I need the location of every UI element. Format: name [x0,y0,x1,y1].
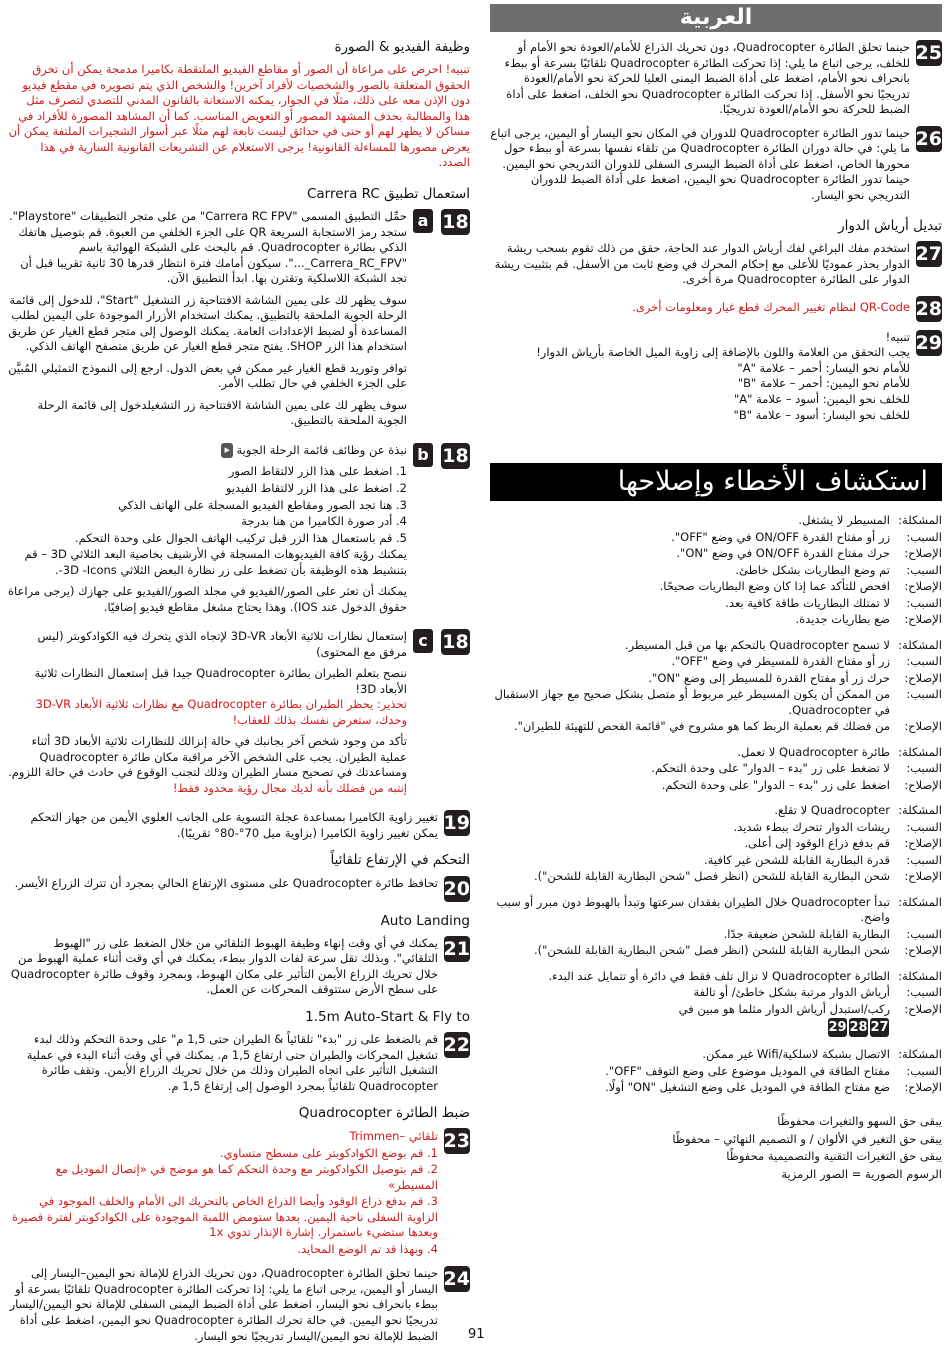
trouble-label: السبب: [906,687,942,702]
auto-start-heading: 1.5m Auto-Start & Fly to [305,1008,470,1025]
step-21-text: يمكنك في أي وقت إنهاء وظيفة الهبوط التلقائي من خلال الضغط على زر "الهبوط التلقائي". وبذلك تقل سرعة لفات الدوار ببطء، يمكنك في أي وقت أثناء عملية الهبوط من خلال تحريك الزراع الأيمن التأثير على مكان الهبوط، وبمجرد وقوف طائرة Quadrocopter على سطح الأرض ستتوقف المحركات عن العمل. [10,935,438,997]
trouble-value: أرياش الدوار مرتبة بشكل خاطئ/ أو تالفة [693,985,890,1000]
reference-badges [490,1018,890,1037]
trouble-entry [490,1047,942,1096]
trouble-label: الإصلاح: [904,1001,942,1016]
trouble-label: السبب: [906,819,942,834]
trouble-label: الإصلاح: [904,869,942,884]
step-28-text: QR-Code لنظام تغيير المحرك قطع غيار ومعلومات أخرى. [632,299,910,314]
trouble-entry [490,803,942,885]
step-18b-body [8,443,407,621]
step-badge: 26 [915,127,942,150]
step-18c-text-1: إستعمال نظارات ثلاثية الأبعاد 3D-VR لإتجاه الذي يتحرك فيه الكوادكوبتر (ليس مرفق مع المحتوى) [37,629,407,659]
step-18b-list [8,464,407,546]
step-badge: 27 [915,243,942,266]
step-18a-body [8,209,407,435]
trouble-entry [490,745,942,794]
step-badge: 24 [443,1268,470,1291]
trouble-row [490,579,942,595]
list-item: 3. هنا تجد الصور ومقاطع الفيديو المسجلة على الهاتف الذكي [118,497,407,512]
trouble-value: طائرة Quadrocopter لا تعمل. [737,744,890,759]
trouble-entry [490,513,942,628]
trouble-row [490,596,942,612]
rotor-section-heading: تبديل أرياش الدوار [838,218,942,235]
step-24-text: حينما تحلق الطائرة Quadrocopter، دون تحريك الذراع للإمالة نحو اليمين–اليسار إلى اليسار أو اليمين، يرجى اتباع ما يلي: إذا تحركت الطائرة Quadrocopter تلقائيًا بسرعة أو ببطء بانحراف نحو اليسار، اضغط على أداة الضبط اليمنى السفلى للإمالة نحو اليمين/اليسار تدريجيًا نحو اليمين. في حالة تحرك الطائرة Quadrocopter نحو اليمين، اضغط على أداة الضبط للإمالة نحو اليمين/اليسار تدريجيًا نحو اليسار. [9,1266,438,1343]
trouble-entry [490,638,942,735]
step-20 [8,876,470,902]
trouble-value: لا تمتلك البطاريات طاقة كافية بعد. [725,595,890,610]
trouble-label: الإصلاح: [904,719,942,734]
trouble-row [490,761,942,777]
trouble-row [490,530,942,546]
trouble-value: ريشات الدوار تتحرك ببطء شديد. [733,819,890,834]
trouble-label: الإصلاح: [904,836,942,851]
trouble-row [490,612,942,628]
step-27-text: استخدم مفك البراغي لفك أرياش الدوار عند الحاجة، حقق من ذلك تقوم بسحب ريشة الدوار بحذر عموديًا للأعلى مع إحكام المحرك في وضع ثابت من الأسفل. قم بتثبيت ريشة الدوار على الطائرة Quadrocopter مرة أخرى. [494,241,910,287]
step-18c-warning-2: إنتبه من فضلك بأنه لديك مجال رؤية محدود فقط! [172,780,407,795]
step-badge: 21 [443,937,470,960]
step-reference-badge: 29 [828,1020,847,1036]
step-18a-text-3: توافر وتوريد قطع الغيار غير ممكن في بعض الدول. ارجع إلى النموذج التمثيلي المُبيَّن على الجزء الخلفي في حال تطلب الأمر. [8,360,407,391]
trouble-row [490,869,942,885]
step-badge: 18 [442,631,469,654]
trouble-label: المشكلة: [898,513,942,528]
step-27 [490,241,942,288]
trouble-value: قم بدفع ذراع الوقود إلى أعلى. [744,836,890,851]
rotor-marking-line: للخلف نحو اليسار: أسود – علامة "B" [733,407,910,422]
trouble-label: الإصلاح: [904,612,942,627]
troubleshooting-banner: استكشاف الأخطاء وإصلاحها [490,463,942,501]
trouble-row [490,778,942,794]
step-18c-body [8,629,407,802]
step-29 [490,330,942,423]
trouble-row [490,836,942,852]
trouble-label: السبب: [906,562,942,577]
trouble-label: المشكلة: [898,894,942,909]
list-item: 1. قم بوضع الكوادكوبتر على مسطح متساوي. [220,1145,438,1160]
auto-landing-heading: Auto Landing [380,912,470,929]
trouble-row [490,895,942,926]
video-warning: تنبيه! احرص على مراعاة أن الصور أو مقاطع الفيديو الملتقطة بكاميرا مدمجة يمكن أن تخرق الحقوق المتعلقة بالصور والشخصيات لأفراد آخرين! والشخص الذي يتم تصويره في مقطع فيديو دون الإذن معه على ذلك، مثلًا في الجوار، يمكنه الاستعانة بالقانون المدني للتصدي لتصرف مثل هذا والمطالبة بحذف المشهد المصور أو التعويض المناسب. كما أن المشاهد المصورة للأفراد في مساكن لا يظهر لهم أو حتى في حدائق ليست تابعة لهم مثلًا عبر أسوار الشجيرات الملتفة يمكن أن يعرض مصورها للمساءلة القانونية! يرجى الاستعلام عن التشريعات القانونية السارية في هذا الصدد. [8,62,470,170]
step-29-body [490,330,910,423]
trouble-row [490,853,942,869]
list-item: 4. وبهذا قد تم الوضع المحايد. [297,1241,438,1256]
trouble-value: تبدأ Quadrocopter خلال الطيران بفقدان سرعتها وتبدأ بالهبوط دون مبرر أو سبب واضح. [496,894,890,925]
step-badge: 18 [442,211,469,234]
trouble-row [490,803,942,819]
step-badge: 23 [443,1130,470,1153]
step-22-text: قم بالضغط على زر "بدء" تلقائياً & الطيران حتى 1,5 م" على وحدة التحكم وذلك لبدء تشغيل المحركات والطيران حتى ارتفاع 1,5 م. يمكنك في أي وقت أثناء البدء في عملية التشغيل التأثير على اتجاه الطيران وذلك من خلال تحريك الزراع الأيمن. وتقف طائرة Quadrocopter تلقائياً بمجرد الوصول إلى إرتفاع 1,5 م. [26,1032,438,1093]
step-18c [8,629,470,802]
step-23 [8,1128,470,1258]
step-badge: 22 [443,1034,470,1057]
trouble-label: المشكلة: [898,968,942,983]
footer-note-line: يبقى حق السهو والتغيرات محفوظًا [777,1114,942,1128]
trouble-value: لا تسمح Quadrocopter بالتحكم بها من قبل المسيطر. [624,637,890,652]
trouble-label: الإصلاح: [904,670,942,685]
left-column [8,0,470,1352]
step-18a-text-2: سوف يظهر لك على يمين الشاشة الافتتاحية زر التشغيل "Start"، للدخول إلى قائمة الرحلة الجوية الملحقة بالتطبيق. يمكنك استخدام الأزرار الموجودة على اليمين لطلب المساعدة أو لضبط الإعدادات العامة. يمكنك الوصول إلى متجر قطع الغيار عن طريق استخدام هذا الزر SHOP. يفتح متجر قطع الغيار عن طريق متصفح الهاتف الذكي. [8,292,407,354]
step-18c-text-2: ننصح بتعلم الطيران بطائرة Quadrocopter جيدا قبل إستعمال النظارات ثلاثية الأبعاد 3D! [34,666,407,696]
trouble-value: من فضلك قم بعملية الربط كما هو مشروح في "قائمة الفحص للتهيئة للطيران". [513,719,890,734]
step-19 [8,810,470,841]
trouble-row [490,820,942,836]
trouble-value: تم وضع البطاريات بشكل خاطئ. [735,562,890,577]
list-item: 3. قم بدفع ذراع الوقود وأيضا الذراع الخاص بالتحريك الى الأمام والخلف الموجود في الزاوية السفلى ناحية اليمين. بعدها ستومض اللمبة الموجودة على الكوادكوبتر لفترة قصيرة وبعدها ستضيء باستمرار. إشارة الإنذار تدوي 1x [11,1194,438,1240]
step-29-title: تنبيه! [885,329,910,344]
trouble-row [490,927,942,943]
trouble-label: السبب: [906,852,942,867]
step-18c-text-3: تأكد من وجود شخص آخر بجانبك في حالة إنزالك للنظارات ثلاثية الأبعاد 3D أثناء عملية الطيران. يجب على الشخص الآخر مراقبة مكان طائرة Quadrocopter ومساعدتك في تصحيح مسار الطيران وذلك لتجنب الوقوع في حادث في حالة اللزوم. [8,734,407,780]
trouble-row [490,546,942,562]
sub-step-badge: a [413,209,433,233]
trouble-value: حرك زر أو مفتاح القدرة للمسيطر إلى وضع "ON". [648,670,890,685]
trouble-label: السبب: [906,926,942,941]
troubleshooting-list [490,513,942,1096]
step-badge: 19 [443,812,470,835]
step-reference-badge: 27 [870,1020,889,1036]
list-item: 5. قم باستعمال هذا الزر قبل تركيب الهاتف الجوال على وحدة التحكم. [74,530,407,545]
trouble-row [490,638,942,654]
step-18b-title: نبذة عن وظائف قائمة الرحلة الجوية ▶ [8,443,407,459]
trouble-row [490,513,942,529]
trouble-label: المشكلة: [898,803,942,818]
trouble-label: المشكلة: [898,744,942,759]
footer-note-line: يبقى حق التغيرات التقنية والتصميمية محفوظًا [726,1149,942,1164]
step-badge: 29 [915,331,942,354]
trouble-label: السبب: [906,985,942,1000]
trouble-value: لا تضغط على زر "بدء – الدوار" على وحدة التحكم. [651,761,890,776]
step-18c-warning: تحذير: يحظر الطيران بطائرة Quadrocopter مع نظارات ثلاثية الأبعاد 3D-VR وحدك، ستعرض نفسك بذلك للعقاب! [35,697,407,727]
video-section-heading: وظيفة الفيديو & الصورة [334,39,470,55]
list-item: 2. قم بتوصيل الكوادكوبتر مع وحدة التحكم كما هو موضح في «إتصال الموديل مع المسيطر» [55,1162,438,1192]
app-section-heading: استعمال تطبيق Carrera RC [306,185,470,202]
step-28 [490,296,942,322]
language-banner: العربية [490,4,942,32]
trouble-label: الإصلاح: [904,546,942,561]
step-26 [490,126,942,204]
step-reference-badge: 28 [849,1020,868,1036]
trouble-value: شحن البطارية القابلة للشحن (انظر فصل "شحن البطارية القابلة للشحن"). [533,943,890,958]
step-badge: 20 [443,877,470,900]
trouble-value: حرك مفتاح القدرة ON/OFF في وضع "ON". [676,546,890,561]
step-24 [8,1266,470,1344]
step-19-text: تغيير زاوية الكاميرا بمساعدة عجلة التسوية على الجانب العلوي الأيمن من جهاز التحكم يمكن تغيير زاوية الكاميرا (بزاوية ميل 70°-80° تقريبًا). [30,810,438,840]
step-23-body [8,1128,438,1258]
trouble-row [490,985,942,1001]
trouble-value: البطارية القابلة للشحن ضعيفة جدًا. [723,926,890,941]
step-badge: 28 [915,297,942,320]
trouble-row [490,969,942,985]
trouble-row [490,654,942,670]
footer-notes [490,1114,942,1182]
rotor-marking-line: للأمام نحو اليمين: أحمر – علامة "B" [737,376,910,391]
sub-step-badge: b [413,443,433,467]
trouble-value: زر أو مفتاح القدرة للمسيطر في وضع "OFF". [671,654,890,669]
trouble-row [490,563,942,579]
trouble-value: اضغط على زر "بدء – الدوار" على وحدة التحكم. [661,777,890,792]
sub-step-badge: c [413,629,433,653]
trouble-label: الإصلاح: [904,1080,942,1095]
trouble-row [490,687,942,718]
trouble-value: من الممكن أن يكون المسيطر غير مربوط أو متصل بشكل صحيح مع جهاز الاستقبال في Quadrocopter. [494,687,890,717]
step-18a-text-1: حمِّل التطبيق المسمى "Carrera RC FPV" من على متجر التطبيقات "Playstore". ستجد رمز الاستجابة السريعة QR على الجزء الخلفي من العبوة. قم بتوصيل هاتفك الذكي بطائرة Quadrocopter. قم بالبحث على الشبكة الهوائية باسم "Carrera_RC_FPV_...". سيكون أمامك فترة انتظار قدرها 30 ثانية تقريبا قبل أن تجد الشبكة اللاسلكية وتقترن بها. ابدأ التطبيق الآن. [9,209,407,286]
trouble-entry [490,895,942,959]
rotor-marking-line: للخلف نحو اليمين: أسود – علامة "A" [733,391,910,406]
trouble-label: السبب: [906,654,942,669]
trouble-row [490,943,942,959]
trouble-value: افحص للتأكد عما إذا كان وضع البطاريات صحيحًا. [659,579,890,594]
step-23-title: تلقائي –Trimmen [349,1129,438,1144]
trouble-row [490,1047,942,1063]
trouble-label: الإصلاح: [904,777,942,792]
trouble-value: شحن البطارية القابلة للشحن (انظر فصل "شحن البطارية القابلة للشحن"). [533,869,890,884]
trouble-label: السبب: [906,595,942,610]
trouble-label: المشكلة: [898,1047,942,1062]
trouble-label: الإصلاح: [904,943,942,958]
trouble-label: السبب: [906,529,942,544]
trouble-value: المسيطر لا يشتغل. [798,513,890,528]
step-18a-text-4: سوف يظهر لك على يمين الشاشة الافتتاحية زر التشغيلدخول إلى قائمة الرحلة الجوية الملحقة بالتطبيق. [37,397,407,428]
list-item: 2. اضغط على هذا الزر لالتقاط الفيديو [225,481,407,495]
trouble-row [490,745,942,761]
trouble-row [490,671,942,687]
trouble-value: قدرة البطارية القابلة للشحن غير كافية. [704,852,890,867]
trim-section-heading: ضبط الطائرة Quadrocopter [298,1105,470,1122]
trouble-row [490,1002,942,1018]
trouble-row [490,1064,942,1080]
step-18b-text-2: يمكنك أن تعثر على الصور/الفيديو في مجلد الصور/الفيديو على جهازك (يرجى مراعاة حقوق الدخول عند IOS). وهذا يحتاج مشغل مقاطع فيديو إضافيًا. [8,584,407,614]
trouble-row [490,1080,942,1096]
trouble-value: مفتاح الطاقة في الموديل موضوع على وضع التوقف "OFF". [605,1063,890,1078]
trouble-row [490,719,942,735]
trouble-label: الإصلاح: [904,579,942,594]
footer-note-line: يبقى حق التغير في الألوان / و التصميم النهائي – محفوظًا [672,1131,942,1146]
step-21 [8,936,470,998]
trouble-value: الاتصال بشبكة لاسلكية/Wifi غير ممكن. [702,1047,890,1062]
step-25-text: حينما تحلق الطائرة Quadrocopter، دون تحريك الذراع للأمام/العودة نحو الأمام أو للخلف، يرجى اتباع ما يلي: إذا تحركت الطائرة Quadrocopter تلقائيًا بسرعة أو ببطء بانحراف نحو الأمام، اضغط على أداة الضبط اليمنى العليا للحركة نحو الأمام/العودة تدريجيًا نحو الأسفل. إذا تحركت الطائرة Quadrocopter نحو الخلف، اضغط على أداة الضبط للحركة نحو الأمام/العودة تدريجيًا. [504,40,910,117]
step-badge: 18 [442,444,469,467]
step-29-intro: يجب التحقق من العلامة واللون بالإضافة إلى زاوية الميل الخاصة بأرياش الدوار! [536,345,910,360]
trouble-value: Quadrocopter لا تقلع. [774,803,890,818]
trouble-entry [490,969,942,1038]
step-18b [8,443,470,621]
trouble-label: السبب: [906,761,942,776]
step-18a [8,209,470,435]
trouble-value: ضع مفتاح الطاقة في الموديل على وضع التشغيل "ON" أولًا. [605,1080,890,1095]
step-18b-text-1: يمكنك رؤية كافة الفيديوهات المسجلة في الأرشيف بخاصية البعد الثلاثي 3D – قم بتنشيط هذه الوظيفة بأن تضغط على زر نظارة البعض الثلاثي 3D -Icons-. [24,547,407,577]
trouble-value: ركب/استبدل أرياش الدوار مثلما هو مبين في [678,1001,890,1016]
step-25 [490,40,942,118]
list-item: 4. أدر صورة الكاميرا من هنا بدرجة [241,514,407,529]
list-item: 1. اضغط على هذا الزر لالتقاط الصور [228,464,407,479]
step-26-text: حينما تدور الطائرة Quadrocopter للدوران في المكان نحو اليسار أو اليمين، يرجى اتباع ما يلي: في حالة دوران الطائرة Quadrocopter من تلقاء نفسها بسرعة أو ببطء حول محورها الخاص، اضغط على أداة الضبط اليسرى السفلى للدوران التدريجي نحو اليمين. حينما تدور الطائرة Quadrocopter نحو اليمين، اضغط على أداة الضبط للدوران التدريجي نحو اليسار. [490,125,910,202]
step-20-text: تحافظ طائرة Quadrocopter على مستوى الإرتفاع الحالي بمجرد أن تترك الزراع الأيسر. [14,875,438,890]
trouble-label: المشكلة: [898,637,942,652]
altitude-section-heading: التحكم في الإرتفاع تلقائياً [330,852,470,869]
trouble-value: الطائرة Quadrocopter لا تزال تلف فقط في دائرة أو تتمايل عند البدء. [548,968,890,983]
right-column [490,0,942,1184]
start-button-icon: ▶ [221,443,232,458]
page-number: 91 [468,1327,485,1343]
trouble-value: ضع بطاريات جديدة. [795,612,890,627]
step-22 [8,1032,470,1094]
rotor-marking-line: للأمام نحو اليسار: أحمر – علامة "A" [737,360,910,375]
trouble-value: زر أو مفتاح القدرة ON/OFF في وضع "OFF". [671,529,890,544]
trouble-label: السبب: [906,1063,942,1078]
footer-note-line: الرسوم الصورية = الصور الرمزية [781,1166,942,1181]
step-badge: 25 [915,42,942,64]
